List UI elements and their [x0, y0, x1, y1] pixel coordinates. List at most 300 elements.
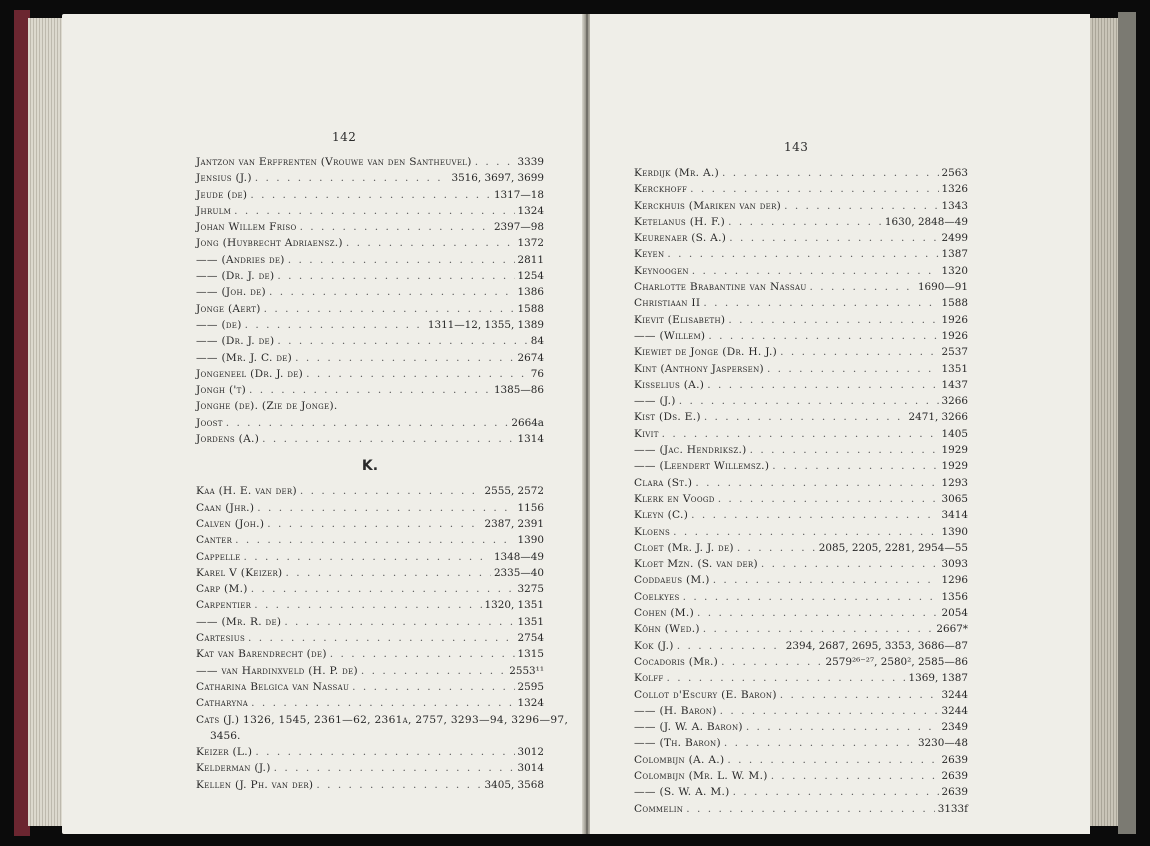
- leader-dots: [245, 317, 425, 333]
- leader-dots: [251, 695, 514, 711]
- entry-continuation: 3456.: [210, 729, 241, 742]
- entry-refs: 1315: [517, 648, 544, 661]
- entry-name: Coelkyes: [634, 590, 680, 603]
- entry-refs: 1390: [517, 534, 544, 547]
- index-entry: [196, 398, 544, 414]
- entry-name: Kellen (J. Ph. van der): [196, 778, 314, 791]
- index-entry: [634, 361, 968, 377]
- leader-dots: [727, 752, 938, 768]
- entry-name: Cartesius: [196, 632, 246, 645]
- entry-name: —— (J.): [634, 395, 676, 408]
- leader-dots: [780, 344, 938, 360]
- entry-name: Keynoogen: [634, 264, 689, 277]
- index-entry: [196, 549, 544, 565]
- entry-refs: 1690—91: [917, 281, 968, 294]
- leader-dots: [235, 532, 514, 548]
- entry-name: Kelderman (J.): [196, 762, 271, 775]
- entry-name: Calven (Joh.): [196, 517, 265, 530]
- entry-refs: 1356: [941, 590, 968, 603]
- index-entry: [634, 246, 968, 262]
- leader-dots: [703, 621, 934, 637]
- entry-name: Keurenaer (S. A.): [634, 232, 727, 245]
- entry-name: —— (de): [196, 318, 242, 331]
- index-entry: [634, 540, 968, 556]
- entry-refs: 1390: [941, 525, 968, 538]
- entry-name: Jordens (A.): [196, 433, 260, 446]
- index-entry: [634, 654, 968, 670]
- index-entry: [634, 784, 968, 800]
- entry-refs: 2639: [941, 786, 968, 799]
- entry-name: Carp (M.): [196, 583, 248, 596]
- entry-refs: 2664a: [511, 416, 544, 429]
- leader-dots: [306, 366, 528, 382]
- leader-dots: [300, 483, 482, 499]
- entry-refs: 1630, 2848—49: [884, 215, 968, 228]
- index-entry: [634, 524, 968, 540]
- entry-refs: 2754: [517, 632, 544, 645]
- index-entry: [196, 500, 544, 516]
- leader-dots: [771, 768, 939, 784]
- index-entry: [196, 415, 544, 431]
- entry-refs: 1372: [517, 237, 544, 250]
- entry-name: —— van Hardinxveld (H. P. de): [196, 664, 358, 677]
- index-entry: [634, 491, 968, 507]
- leader-dots: [746, 719, 939, 735]
- index-entry: [196, 235, 544, 251]
- entry-refs: 2553¹¹: [509, 664, 544, 677]
- leader-dots: [724, 735, 915, 751]
- index-entry: [196, 777, 544, 793]
- entry-name: —— (Dr. J. de): [196, 335, 275, 348]
- entry-refs: 1156: [517, 501, 544, 514]
- leader-dots: [475, 154, 515, 170]
- index-entry: [634, 638, 968, 654]
- entry-name: Köhn (Wed.): [634, 623, 700, 636]
- leader-dots: [274, 760, 515, 776]
- entry-name: Johan Willem Friso: [196, 221, 297, 234]
- entry-name: Commelin: [634, 802, 684, 815]
- leader-dots: [244, 549, 491, 565]
- entry-refs: 2555, 2572: [484, 485, 544, 498]
- entry-name: Canter: [196, 534, 233, 547]
- entry-refs: 2537: [941, 346, 968, 359]
- entry-refs: 1369, 1387: [908, 672, 968, 685]
- index-entry: [634, 703, 968, 719]
- leader-dots: [667, 246, 938, 262]
- entry-name: Kint (Anthony Jaspersen): [634, 362, 764, 375]
- index-entry: [634, 507, 968, 523]
- index-entry: [634, 409, 968, 425]
- leader-dots: [733, 784, 939, 800]
- entry-name: Christiaan II: [634, 297, 701, 310]
- entry-refs: 1296: [941, 574, 968, 587]
- entry-name: Coddaeus (M.): [634, 574, 710, 587]
- entry-name: Clara (St.): [634, 476, 693, 489]
- entry-name: Kerckhoff: [634, 183, 688, 196]
- entry-name: Colombijn (A. A.): [634, 753, 725, 766]
- entry-refs: 84: [530, 335, 544, 348]
- entry-refs: 3093: [941, 558, 968, 571]
- entry-name: Collot d'Escury (E. Baron): [634, 688, 777, 701]
- entry-refs: 1926: [941, 313, 968, 326]
- entry-refs: 1348—49: [493, 550, 544, 563]
- leader-dots: [255, 744, 514, 760]
- entry-name: Karel V (Keizer): [196, 566, 283, 579]
- index-entry: [634, 214, 968, 230]
- leader-dots: [255, 170, 449, 186]
- index-entry: [196, 760, 544, 776]
- entry-name: Jongh ('t): [196, 384, 247, 397]
- entry-refs: 1293: [941, 476, 968, 489]
- entry-name: Cats (J.) 1326, 1545, 2361—62, 2361a, 2757, 3293—94, 3296—97,: [196, 713, 569, 726]
- leader-dots: [761, 556, 939, 572]
- leader-dots: [708, 328, 938, 344]
- entry-name: Kloet Mzn. (S. van der): [634, 558, 758, 571]
- leader-dots: [695, 475, 938, 491]
- entry-name: Kolff: [634, 672, 664, 685]
- entry-name: Jonge (Aert): [196, 302, 261, 315]
- entry-name: —— (Mr. J. C. de): [196, 351, 293, 364]
- entry-name: Catharyna: [196, 697, 249, 710]
- index-entry: [634, 735, 968, 751]
- entry-name: Cohen (M.): [634, 607, 695, 620]
- entry-refs: 3266: [941, 395, 968, 408]
- entry-name: Jantzon van Erffrenten (Vrouwe van den Santheuvel): [196, 156, 472, 168]
- leader-dots: [713, 572, 939, 588]
- index-entry: [634, 312, 968, 328]
- leader-dots: [267, 516, 481, 532]
- entry-refs: 3014: [517, 762, 544, 775]
- entry-refs: 2639: [941, 753, 968, 766]
- entry-name: Kerdijk (Mr. A.): [634, 167, 720, 179]
- entry-refs: 3405, 3568: [484, 778, 544, 791]
- index-entry: [634, 621, 968, 637]
- index-entry: [196, 284, 544, 300]
- entry-refs: 1588: [517, 302, 544, 315]
- page-number: 143: [784, 140, 809, 154]
- index-entry: [196, 646, 544, 662]
- page-edges-left: [28, 18, 64, 826]
- index-entry: [634, 801, 968, 817]
- leader-dots: [277, 333, 527, 349]
- entry-refs: 2667*: [936, 623, 968, 636]
- leader-dots: [683, 589, 939, 605]
- index-entry: [634, 426, 968, 442]
- entry-name: Kist (Ds. E.): [634, 411, 701, 424]
- leader-dots: [692, 263, 939, 279]
- index-entry: [196, 366, 544, 382]
- index-entry: [634, 344, 968, 360]
- entry-name: Kleyn (C.): [634, 509, 689, 522]
- leader-dots: [226, 415, 509, 431]
- entry-name: —— (Leendert Willemsz.): [634, 460, 770, 473]
- entry-name: —— (S. W. A. M.): [634, 786, 730, 799]
- leader-dots: [707, 377, 938, 393]
- entry-refs: 2387, 2391: [484, 517, 544, 530]
- entry-refs: 2054: [941, 607, 968, 620]
- entry-name: —— (Willem): [634, 329, 706, 342]
- index-entry: [634, 393, 968, 409]
- entry-refs: 1320: [941, 264, 968, 277]
- index-entry: [634, 605, 968, 621]
- leader-dots: [697, 605, 939, 621]
- entry-refs: 2499: [941, 232, 968, 245]
- index-entry: [634, 198, 968, 214]
- leader-dots: [737, 540, 816, 556]
- leader-dots: [810, 279, 915, 295]
- entry-refs: 1926: [941, 329, 968, 342]
- entry-refs: 1324: [517, 204, 544, 217]
- entry-refs: 1929: [941, 460, 968, 473]
- entry-name: Kok (J.): [634, 639, 674, 652]
- entry-name: —— (Jac. Hendriksz.): [634, 444, 747, 457]
- index-entry: [196, 597, 544, 613]
- index-entry: [634, 768, 968, 784]
- entry-name: Colombijn (Mr. L. W. M.): [634, 769, 768, 782]
- index-entry: [196, 187, 544, 203]
- leader-dots: [285, 565, 490, 581]
- left-page: [62, 14, 584, 834]
- entry-refs: 3244: [941, 704, 968, 717]
- entry-name: —— (Mr. R. de): [196, 615, 282, 628]
- leader-dots: [780, 687, 939, 703]
- entry-refs: 1405: [941, 427, 968, 440]
- entry-refs: 1385—86: [493, 384, 544, 397]
- entry-refs: 2349: [941, 721, 968, 734]
- entry-name: Cappelle: [196, 550, 241, 563]
- index-entry: [196, 219, 544, 235]
- entry-refs: 1326: [941, 183, 968, 196]
- leader-dots: [703, 295, 938, 311]
- leader-dots: [295, 350, 514, 366]
- leader-dots: [234, 203, 514, 219]
- leader-dots: [728, 214, 882, 230]
- entry-name: Kisselius (A.): [634, 378, 705, 391]
- leader-dots: [251, 581, 515, 597]
- entry-refs: 1386: [517, 286, 544, 299]
- index-entry: [634, 295, 968, 311]
- leader-dots: [346, 235, 515, 251]
- leader-dots: [254, 597, 481, 613]
- entry-refs: 2085, 2205, 2281, 2954—55: [818, 541, 968, 554]
- entry-refs: 2397—98: [493, 221, 544, 234]
- index-entry: [196, 516, 544, 532]
- leader-dots: [249, 382, 491, 398]
- entry-name: Jhrulm: [196, 204, 232, 217]
- entry-refs: 3065: [941, 492, 968, 505]
- entry-refs: 2579²⁶⁻²⁷, 2580², 2585—86: [825, 655, 968, 668]
- index-entry: [196, 581, 544, 597]
- entry-name: Jongeneel (Dr. J. de): [196, 367, 304, 380]
- index-entry: [634, 181, 968, 197]
- index-entry: [196, 565, 544, 581]
- entry-refs: 3230—48: [917, 737, 968, 750]
- leader-dots: [277, 268, 514, 284]
- entry-name: —— (Dr. J. de): [196, 270, 275, 283]
- entry-name: Carpentier: [196, 599, 252, 612]
- leader-dots: [704, 409, 906, 425]
- index-entry: [196, 744, 544, 760]
- entry-name: Ketelanus (H. F.): [634, 215, 726, 228]
- entry-refs: 2563: [941, 167, 968, 179]
- entry-refs: 1387: [941, 248, 968, 261]
- leader-dots: [316, 777, 481, 793]
- index-entry: [196, 268, 544, 284]
- index-column-right: [634, 165, 968, 817]
- entry-name: Kaa (H. E. van der): [196, 485, 297, 498]
- entry-name: Jonghe (de). (Zie de Jonge).: [196, 400, 338, 413]
- book-cover-right: [1118, 12, 1136, 834]
- index-entry: [196, 203, 544, 219]
- index-entry: [196, 252, 544, 268]
- leader-dots: [728, 312, 938, 328]
- index-entry: [634, 475, 968, 491]
- entry-refs: 1320, 1351: [484, 599, 544, 612]
- leader-dots: [772, 458, 938, 474]
- index-entry: [196, 614, 544, 630]
- entry-name: Catharina Belgica van Nassau: [196, 680, 350, 693]
- entry-name: Klerk en Voogd: [634, 492, 715, 505]
- index-entry: [196, 154, 544, 170]
- entry-name: Jong (Huybrecht Adriaensz.): [196, 237, 343, 250]
- entry-refs: 1324: [517, 697, 544, 710]
- leader-dots: [686, 801, 934, 817]
- index-entry: [196, 663, 544, 679]
- index-entry: [196, 695, 544, 711]
- entry-refs: 1351: [941, 362, 968, 375]
- entry-refs: 3244: [941, 688, 968, 701]
- entry-refs: 1343: [941, 199, 968, 212]
- entry-name: Joost: [196, 416, 223, 429]
- leader-dots: [264, 301, 515, 317]
- leader-dots: [248, 630, 515, 646]
- index-entry: [196, 679, 544, 695]
- index-entry: [196, 382, 544, 398]
- entry-name: Charlotte Brabantine van Nassau: [634, 281, 807, 294]
- index-entry: [634, 230, 968, 246]
- entry-refs: 2811: [517, 253, 544, 266]
- leader-dots: [767, 361, 939, 377]
- entry-name: Caan (Jhr.): [196, 501, 255, 514]
- leader-dots: [662, 426, 939, 442]
- leader-dots: [269, 284, 515, 300]
- entry-refs: 3133f: [937, 802, 968, 815]
- entry-refs: 3516, 3697, 3699: [451, 172, 544, 185]
- index-entry: [196, 712, 569, 728]
- leader-dots: [262, 431, 514, 447]
- index-entry: [196, 301, 544, 317]
- index-entry: [196, 630, 544, 646]
- entry-name: Kat van Barendrecht (de): [196, 648, 327, 661]
- entry-refs: 1351: [517, 615, 544, 628]
- leader-dots: [679, 393, 939, 409]
- page-number: 142: [332, 130, 357, 144]
- leader-dots: [284, 614, 514, 630]
- index-entry: [196, 350, 544, 366]
- entry-refs: 3275: [517, 583, 544, 596]
- entry-refs: 1254: [517, 270, 544, 283]
- index-entry: [634, 442, 968, 458]
- index-entry: [634, 377, 968, 393]
- entry-refs: 2335—40: [493, 566, 544, 579]
- entry-refs: 1588: [941, 297, 968, 310]
- index-entry: [196, 333, 544, 349]
- entry-refs: 2674: [517, 351, 544, 364]
- entry-refs: 3012: [517, 746, 544, 759]
- index-entry: [634, 279, 968, 295]
- entry-refs: 1929: [941, 444, 968, 457]
- index-entry: [634, 670, 968, 686]
- entry-name: Cocadoris (Mr.): [634, 655, 719, 668]
- leader-dots: [361, 663, 506, 679]
- index-entry: [634, 556, 968, 572]
- entry-name: —— (Andries de): [196, 253, 285, 266]
- leader-dots: [750, 442, 939, 458]
- leader-dots: [300, 219, 491, 235]
- index-entry: [196, 532, 544, 548]
- entry-name: —— (Th. Baron): [634, 737, 721, 750]
- right-page: [590, 14, 1090, 834]
- entry-name: Jensius (J.): [196, 172, 252, 185]
- index-entry: [196, 431, 544, 447]
- entry-refs: 1317—18: [493, 188, 544, 201]
- index-entry: [634, 572, 968, 588]
- entry-name: Kievit (Elisabeth): [634, 313, 726, 326]
- entry-refs: 76: [530, 367, 544, 380]
- leader-dots: [718, 491, 939, 507]
- entry-refs: 3414: [941, 509, 968, 522]
- entry-name: Keyen: [634, 248, 665, 261]
- leader-dots: [667, 670, 906, 686]
- index-entry: [634, 719, 968, 735]
- entry-refs: 1314: [517, 433, 544, 446]
- index-entry: [196, 317, 544, 333]
- entry-name: Kiewiet de Jonge (Dr. H. J.): [634, 346, 778, 359]
- index-column-left: [196, 154, 569, 793]
- section-heading: K.: [361, 458, 379, 475]
- index-entry: [196, 483, 544, 499]
- entry-refs: 2595: [517, 680, 544, 693]
- leader-dots: [720, 703, 939, 719]
- entry-refs: 1311—12, 1355, 1389: [427, 318, 544, 331]
- leader-dots: [729, 230, 938, 246]
- leader-dots: [691, 507, 938, 523]
- index-entry: [634, 263, 968, 279]
- entry-refs: 2394, 2687, 2695, 3353, 3686—87: [785, 639, 968, 652]
- index-entry: [634, 687, 968, 703]
- leader-dots: [352, 679, 514, 695]
- entry-name: Keizer (L.): [196, 746, 253, 759]
- index-entry: [634, 589, 968, 605]
- index-entry: [634, 328, 968, 344]
- entry-refs: 2471, 3266: [908, 411, 968, 424]
- leader-dots: [721, 654, 822, 670]
- leader-dots: [677, 638, 783, 654]
- entry-name: Kerckhuis (Mariken van der): [634, 199, 782, 212]
- entry-name: —— (Joh. de): [196, 286, 266, 299]
- leader-dots: [673, 524, 938, 540]
- leader-dots: [257, 500, 514, 516]
- page-edges-right: [1090, 18, 1120, 826]
- entry-refs: 2639: [941, 769, 968, 782]
- leader-dots: [690, 181, 938, 197]
- leader-dots: [288, 252, 515, 268]
- leader-dots: [722, 165, 939, 181]
- entry-name: Jeude (de): [196, 188, 248, 201]
- leader-dots: [784, 198, 938, 214]
- entry-name: Kivit: [634, 427, 659, 440]
- leader-dots: [250, 187, 491, 203]
